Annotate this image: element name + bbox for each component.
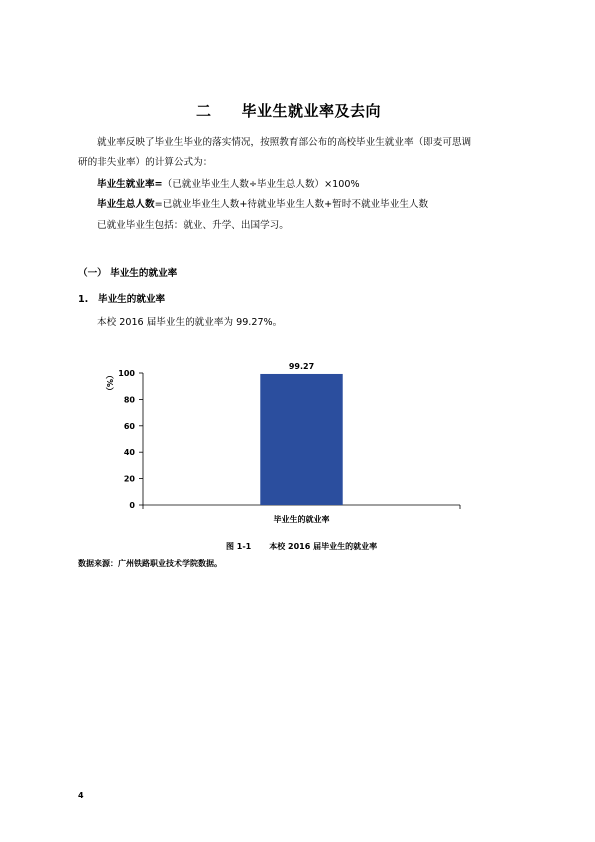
sub-subsection-heading bbox=[78, 291, 165, 305]
sub-subsection-title: 毕业生的就业率 bbox=[98, 294, 166, 305]
page-number: 4 bbox=[78, 791, 84, 800]
sub-subsection-number: 1. bbox=[78, 294, 89, 305]
y-tick-label: 0 bbox=[129, 501, 135, 510]
y-axis bbox=[118, 369, 143, 510]
formula-employment-rate-label: 毕业生就业率= bbox=[97, 179, 163, 190]
subsection-heading: （一） 毕业生的就业率 bbox=[78, 268, 178, 279]
x-axis bbox=[143, 505, 460, 524]
formula-total-graduates-label: 毕业生总人数 bbox=[97, 199, 155, 210]
figure-number: 图 1-1 bbox=[226, 542, 252, 551]
intro-line-1: 就业率反映了毕业生毕业的落实情况，按照教育部公布的高校毕业生就业率（即麦可思调 bbox=[97, 137, 472, 148]
y-tick-label: 100 bbox=[118, 369, 135, 378]
employment-rate-chart bbox=[95, 355, 475, 530]
y-tick-label: 80 bbox=[123, 395, 135, 405]
intro-line-2: 研的非失业率）的计算公式为： bbox=[78, 157, 213, 168]
formula-employment-rate-body: （已就业毕业生人数÷毕业生总人数）×100% bbox=[162, 179, 360, 190]
heading-title: 毕业生就业率及去向 bbox=[241, 102, 382, 120]
rate-sentence: 本校 2016 届毕业生的就业率为 99.27%。 bbox=[97, 317, 283, 328]
figure-title: 本校 2016 届毕业生的就业率 bbox=[269, 542, 378, 551]
formula-employment-rate bbox=[97, 178, 360, 192]
y-tick-label: 40 bbox=[123, 448, 135, 458]
bars bbox=[260, 362, 342, 505]
section-heading bbox=[196, 100, 381, 121]
formula-total-graduates-body: =已就业毕业生人数+待就业毕业生人数+暂时不就业毕业生人数 bbox=[154, 199, 429, 210]
employed-note: 已就业毕业生包括：就业、升学、出国学习。 bbox=[97, 220, 289, 231]
bar bbox=[260, 374, 342, 505]
heading-number: 二 bbox=[196, 102, 212, 120]
figure-caption bbox=[226, 541, 377, 552]
bar-data-label: 99.27 bbox=[288, 361, 315, 371]
y-axis-label: （%） bbox=[105, 370, 114, 396]
x-tick-label: 毕业生的就业率 bbox=[273, 515, 330, 524]
data-source: 数据来源：广州铁路职业技术学院数据。 bbox=[78, 559, 222, 568]
y-tick-label: 60 bbox=[123, 421, 135, 431]
formula-total-graduates bbox=[97, 198, 428, 212]
y-tick-label: 20 bbox=[123, 474, 135, 484]
